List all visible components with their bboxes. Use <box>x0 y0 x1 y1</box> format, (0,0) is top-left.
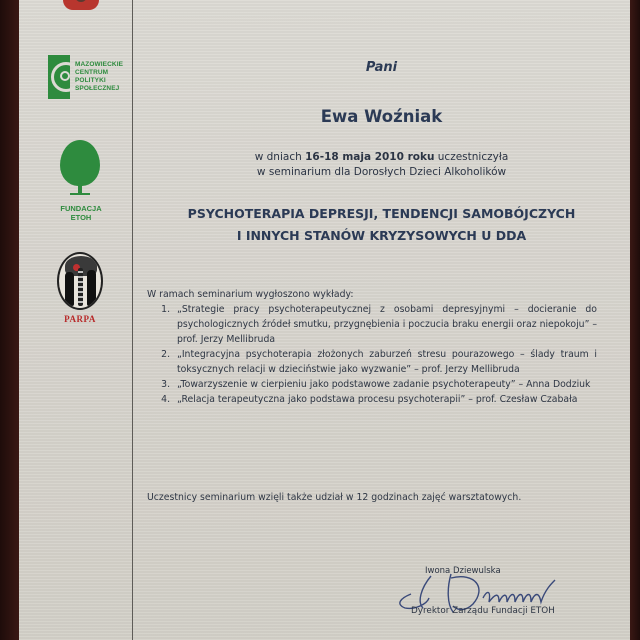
adam-eve-icon <box>57 252 103 310</box>
salutation: Pani <box>365 60 398 75</box>
lectures-intro: W ramach seminarium wygłoszono wykłady: <box>147 289 354 300</box>
picture-frame-left <box>0 0 19 640</box>
logo-sidebar <box>19 0 132 640</box>
mcps-c-icon <box>48 55 70 99</box>
lecture-item: 2. „Integracyjna psychoterapia złożonych zaburzeń stresu pourazowego – ślady traum i toksycznych relacji w dzieciństwie jako wyzwanie” – prof. Jerzy Mellibruda <box>173 347 597 377</box>
signatory-role: Dyrektor Zarządu Fundacji ETOH <box>411 606 555 616</box>
mcps-logo-text: MAZOWIECKIE CENTRUM POLITYKI SPOŁECZNEJ <box>75 61 124 92</box>
recipient-name: Ewa Woźniak <box>320 107 443 126</box>
certificate-body <box>133 0 630 640</box>
parpa-logo-text: PARPA <box>64 314 96 324</box>
lecture-list <box>147 302 597 407</box>
emblem-icon <box>63 0 99 10</box>
picture-frame-right <box>630 0 640 640</box>
lecture-item: 4. „Relacja terapeutyczna jako podstawa procesu psychoterapii” – prof. Czesław Czabała <box>173 392 597 407</box>
seminar-line: w seminarium dla Dorosłych Dzieci Alkoholików <box>256 166 507 178</box>
lectures-section <box>147 287 597 407</box>
lecture-item: 3. „Towarzyszenie w cierpieniu jako podstawowe zadanie psychoterapeuty” – Anna Dodziuk <box>173 377 597 392</box>
certificate-paper <box>19 0 630 640</box>
dates-line: w dniach 16-18 maja 2010 roku uczestniczyła <box>254 151 509 163</box>
parpa-logo <box>55 252 105 328</box>
signatory-name: Iwona Dziewulska <box>425 566 501 576</box>
mcps-logo <box>48 55 138 99</box>
etoh-logo-text: FUNDACJA ETOH <box>60 204 102 222</box>
seminar-title: PSYCHOTERAPIA DEPRESJI, TENDENCJI SAMOBÓJCZYCH I INNYCH STANÓW KRYZYSOWYCH U DDA <box>187 206 576 243</box>
fundacja-etoh-logo <box>56 140 106 222</box>
lecture-item: 1. „Strategie pracy psychoterapeutycznej z osobami depresyjnymi – docieranie do psychologicznych źródeł smutku, przygnębienia i poczucia braku energii oraz niepokoju” – prof. Jerzy Mellibruda <box>173 302 597 347</box>
workshops-note: Uczestnicy seminarium wzięli także udział w 12 godzinach zajęć warsztatowych. <box>147 492 522 503</box>
